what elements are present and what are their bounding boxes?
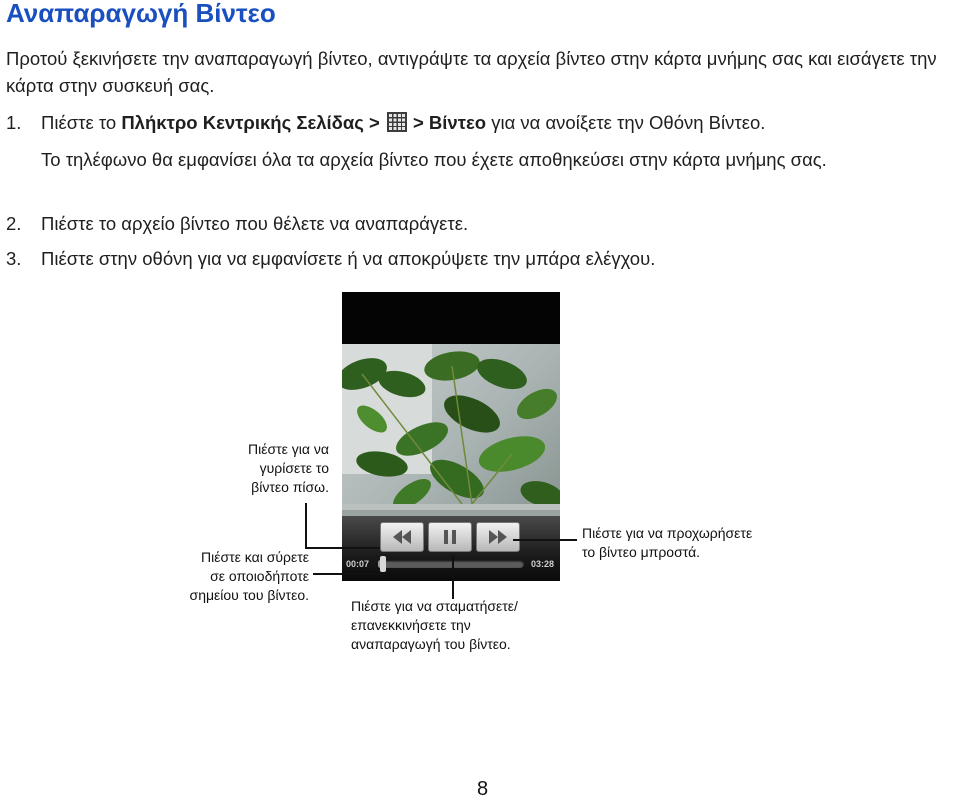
pause-icon <box>429 523 471 551</box>
fast-forward-icon <box>477 523 519 551</box>
step-text: Πιέστε το αρχείο βίντεο που θέλετε να αναπαράγετε. <box>41 213 469 234</box>
step-text-post: για να ανοίξετε την Οθόνη Βίντεο. <box>486 112 766 133</box>
step-text-pre: Πιέστε το <box>41 112 122 133</box>
leader-line-rewind <box>305 503 307 549</box>
step-1 <box>6 109 765 139</box>
video-label: > Βίντεο <box>412 112 487 133</box>
callout-line: αναπαραγωγή του βίντεο. <box>351 636 511 652</box>
callout-line: επανεκκινήσετε την <box>351 617 471 633</box>
callout-line: σε οποιοδήποτε <box>210 568 309 584</box>
callout-line: Πιέστε για να προχωρήσετε <box>582 525 753 541</box>
video-player-screenshot <box>342 292 560 581</box>
fast-forward-button[interactable] <box>476 522 520 552</box>
leader-line-seek <box>313 573 381 575</box>
callout-rewind <box>222 440 329 497</box>
step-number: 2. <box>6 213 22 234</box>
leader-line-forward <box>513 539 577 541</box>
grid-menu-icon <box>387 112 407 139</box>
step-number: 3. <box>6 248 22 269</box>
callout-forward <box>582 524 802 562</box>
seek-bar[interactable] <box>378 560 524 568</box>
callout-line: βίντεο πίσω. <box>251 479 329 495</box>
callout-line: Πιέστε για να σταματήσετε/ <box>351 598 518 614</box>
step-3 <box>6 245 655 272</box>
step-1-note: Το τηλέφωνο θα εμφανίσει όλα τα αρχεία βίντεο που έχετε αποθηκεύσει στην κάρτα μνήμης σας. <box>41 149 827 170</box>
home-key-label: Πλήκτρο Κεντρικής Σελίδας > <box>121 112 380 133</box>
seek-handle[interactable] <box>380 556 386 572</box>
page-heading: Αναπαραγωγή Βίντεο <box>6 0 276 28</box>
callout-pause <box>351 597 591 654</box>
video-letterbox <box>342 292 560 344</box>
total-duration: 03:28 <box>531 559 555 569</box>
elapsed-time: 00:07 <box>346 559 370 569</box>
callout-line: Πιέστε για να <box>248 441 329 457</box>
leader-line-pause <box>452 555 454 599</box>
rewind-icon <box>381 523 423 551</box>
callout-line: Πιέστε και σύρετε <box>201 549 309 565</box>
callout-seek <box>150 548 309 605</box>
callout-line: γυρίσετε το <box>259 460 329 476</box>
pause-button[interactable] <box>428 522 472 552</box>
callout-line: το βίντεο μπροστά. <box>582 544 701 560</box>
step-2 <box>6 210 468 237</box>
rewind-button[interactable] <box>380 522 424 552</box>
intro-paragraph: Προτού ξεκινήσετε την αναπαραγωγή βίντεο, αντιγράψτε τα αρχεία βίντεο στην κάρτα μνήμης σας και εισάγετε την κάρτα στην συσκευή σας. <box>6 48 937 96</box>
step-number: 1. <box>6 112 22 133</box>
leader-line-rewind <box>305 547 380 549</box>
callout-line: σημείου του βίντεο. <box>189 587 309 603</box>
page-number: 8 <box>477 778 489 800</box>
step-text: Πιέστε στην οθόνη για να εμφανίσετε ή να αποκρύψετε την μπάρα ελέγχου. <box>41 248 656 269</box>
